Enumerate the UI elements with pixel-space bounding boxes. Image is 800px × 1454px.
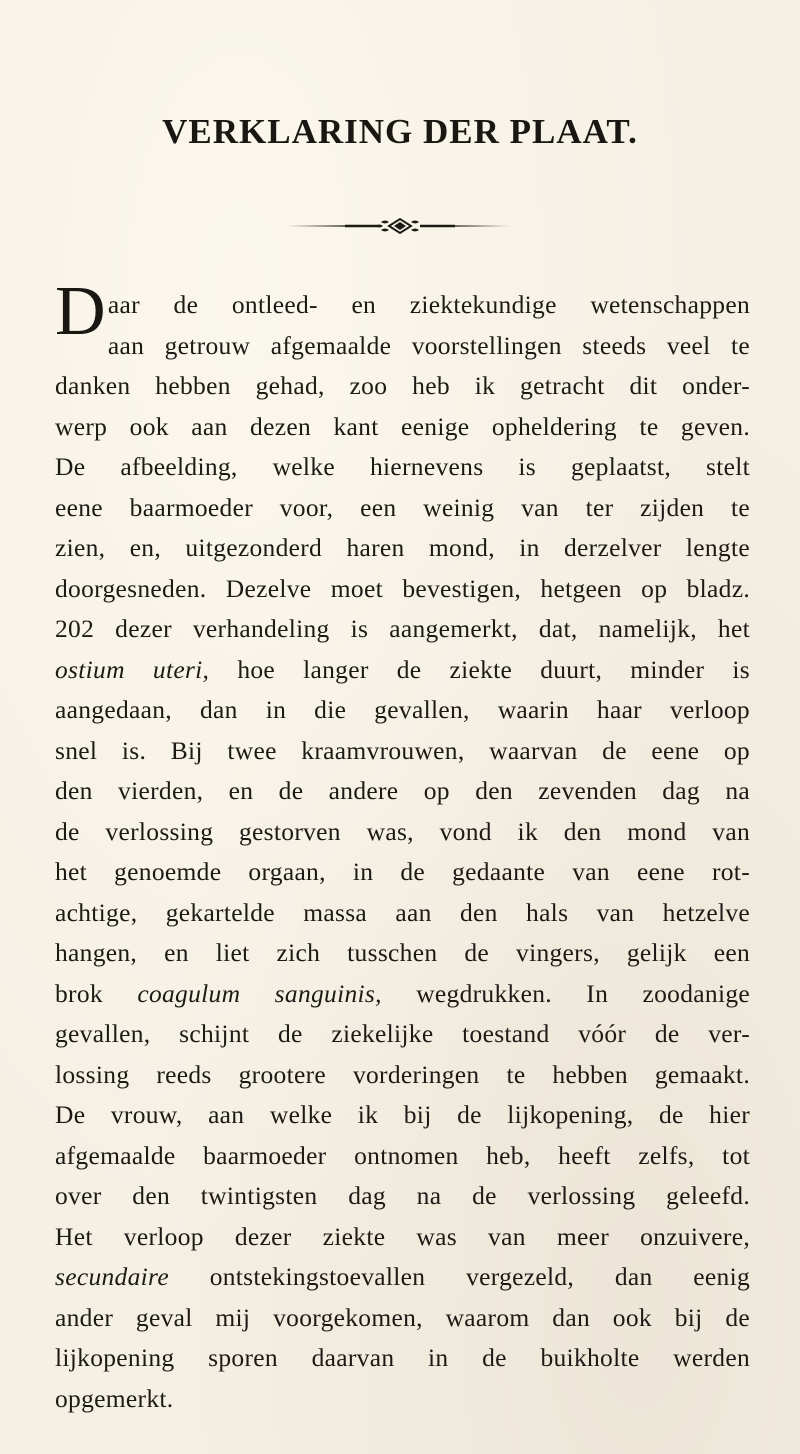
line-text: hoe langer de ziekte duurt, minder is: [209, 654, 751, 684]
paragraph-line: hangen, en liet zich tusschen de vingers, gelijk een: [55, 938, 750, 967]
paragraph-line: lijkopening sporen daarvan in de buikholte werden: [55, 1343, 750, 1372]
line-text: aar de ontleed- en ziektekundige wetenschappen: [107, 290, 750, 319]
line-text: brok: [55, 978, 138, 1008]
paragraph-line: zien, en, uitgezonderd haren mond, in derzelver lengte: [55, 533, 750, 562]
paragraph-line: gevallen, schijnt de ziekelijke toestand vóór de ver-: [55, 1019, 750, 1048]
italic-term: ostium uteri,: [55, 654, 210, 684]
paragraph-line: [55, 650, 750, 691]
line-text: ontstekingstoevallen vergezeld, dan eenig: [168, 1262, 750, 1291]
body-text: [55, 273, 751, 1419]
paragraph-line: danken hebben gehad, zoo heb ik getracht dit onder-: [55, 371, 750, 400]
italic-term: secundaire: [55, 1262, 169, 1291]
paragraph-line: den vierden, en de andere op den zevenden dag na: [55, 776, 750, 805]
paragraph-line: snel is. Bij twee kraamvrouwen, waarvan de eene op: [55, 735, 750, 765]
scroll-ornament-divider-icon: [285, 216, 515, 236]
paragraph-line: achtige, gekartelde massa aan den hals van hetzelve: [55, 897, 750, 927]
paragraph-line: De afbeelding, welke hiernevens is geplaatst, stelt: [55, 452, 750, 481]
paragraph-line: lossing reeds grootere vorderingen te hebben gemaakt.: [55, 1059, 750, 1089]
paragraph-line: werp ook aan dezen kant eenige opheldering te geven.: [55, 411, 750, 441]
paragraph-line: aangedaan, dan in die gevallen, waarin haar verloop: [55, 695, 750, 724]
paragraph-line: het genoemde orgaan, in de gedaante van eene rot-: [55, 857, 750, 886]
paragraph-line: doorgesneden. Dezelve moet bevestigen, hetgeen op bladz.: [55, 573, 750, 603]
paragraph-line: eene baarmoeder voor, een weinig van ter zijden te: [55, 492, 750, 522]
line-text: wegdrukken. In zoodanige: [381, 978, 751, 1008]
paragraph-line: aan getrouw afgemaalde voorstellingen steeds veel te: [107, 330, 750, 360]
paragraph-line: 202 dezer verhandeling is aangemerkt, dat, namelijk, het: [55, 614, 750, 643]
italic-term: coagulum sanguinis,: [137, 978, 382, 1008]
paragraph-line: De vrouw, aan welke ik bij de lijkopening, de hier: [55, 1100, 750, 1129]
paragraph-line: over den twintigsten dag na de verlossing geleefd.: [55, 1181, 750, 1210]
paragraph-line: ander geval mij voorgekomen, waarom dan ook bij de: [55, 1302, 750, 1332]
paragraph-line: [55, 1257, 750, 1298]
page-title: VERKLARING DER PLAAT.: [162, 112, 638, 151]
paragraph-line: [55, 974, 750, 1015]
paragraph-line: Het verloop dezer ziekte was van meer onzuivere,: [55, 1221, 750, 1251]
drop-cap: D: [55, 273, 106, 350]
paragraph-line: opgemerkt.: [55, 1383, 174, 1413]
paragraph-line: afgemaalde baarmoeder ontnomen heb, heeft zelfs, tot: [55, 1140, 750, 1170]
paragraph-line: de verlossing gestorven was, vond ik den mond van: [55, 816, 750, 846]
